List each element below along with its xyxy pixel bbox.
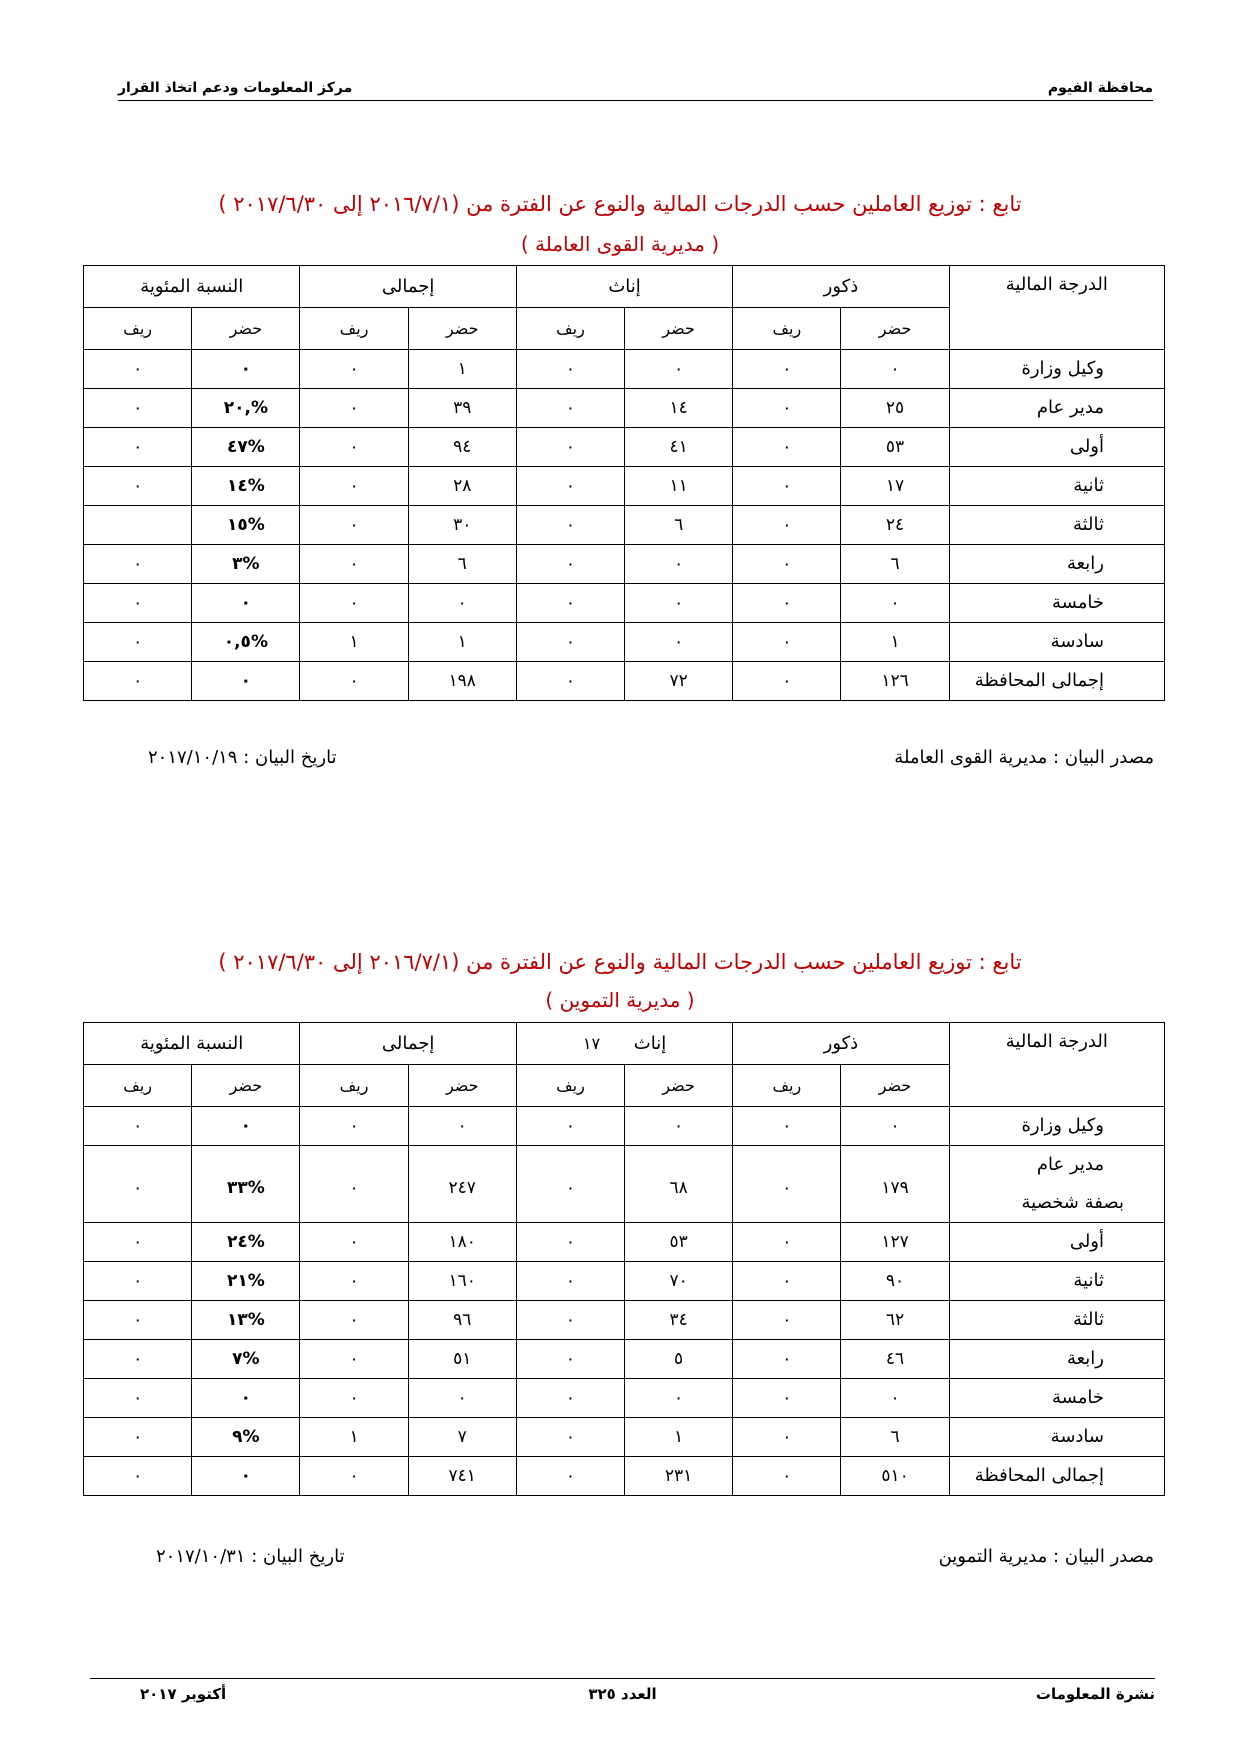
grade-cell [949, 1340, 1164, 1379]
percent-rural-cell: ٠ [84, 1262, 192, 1301]
females-rural-cell: ٠ [516, 1457, 624, 1496]
males-rural-cell: ٠ [733, 1340, 841, 1379]
grade-label: ثانية [1073, 1270, 1104, 1291]
total-rural-cell: ٠ [300, 350, 408, 389]
grade-cell [949, 1418, 1164, 1457]
grade-label: رابعة [1066, 1348, 1104, 1369]
grade-cell [949, 662, 1164, 701]
table-row [84, 584, 1165, 623]
percent-urban-cell: %١٥ [192, 506, 300, 545]
urban-header: حضر [408, 308, 516, 350]
percent-rural-cell: ٠ [84, 428, 192, 467]
total-urban-cell: ٣٠ [408, 506, 516, 545]
percent-urban-cell: ٠ [192, 662, 300, 701]
rural-header: ريف [300, 308, 408, 350]
grade-label: سادسة [1050, 1426, 1104, 1447]
table-row [84, 545, 1165, 584]
bulletin-name: نشرة المعلومات [1035, 1685, 1155, 1703]
total-urban-cell: ١ [408, 623, 516, 662]
females-rural-cell: ٠ [516, 350, 624, 389]
total-rural-cell: ٠ [300, 662, 408, 701]
issue-month: أكتوبر ٢٠١٧ [140, 1685, 227, 1703]
females-urban-cell: ٦٨ [625, 1146, 733, 1223]
percent-urban-cell: %٠,٥ [192, 623, 300, 662]
females-rural-cell: ٠ [516, 545, 624, 584]
females-rural-cell: ٠ [516, 662, 624, 701]
grade-cell [949, 1146, 1164, 1223]
page-footer [90, 1678, 1155, 1701]
males-urban-cell: ٤٦ [841, 1340, 949, 1379]
males-header: ذكور [733, 1023, 949, 1065]
grade-cell [949, 389, 1164, 428]
males-rural-cell: ٠ [733, 1223, 841, 1262]
table1-body [84, 350, 1165, 701]
females-rural-cell: ٠ [516, 1379, 624, 1418]
total-urban-cell: ٢٤٧ [408, 1146, 516, 1223]
total-rural-cell: ٠ [300, 584, 408, 623]
grade-label: إجمالى المحافظة [974, 1465, 1104, 1486]
females-rural-cell: ٠ [516, 1418, 624, 1457]
males-urban-cell: ١٧٩ [841, 1146, 949, 1223]
total-rural-cell: ٠ [300, 1107, 408, 1146]
percent-rural-cell: ٠ [84, 545, 192, 584]
table-row [84, 1223, 1165, 1262]
males-rural-cell: ٠ [733, 350, 841, 389]
females-header [516, 1023, 732, 1065]
total-rural-cell: ٠ [300, 545, 408, 584]
males-rural-cell: ٠ [733, 623, 841, 662]
total-urban-cell: ٣٩ [408, 389, 516, 428]
total-urban-cell: ٦ [408, 545, 516, 584]
males-urban-cell: ٢٤ [841, 506, 949, 545]
percent-rural-cell [84, 506, 192, 545]
table-row [84, 1340, 1165, 1379]
grade-label: ثانية [1073, 475, 1104, 496]
table2 [83, 1022, 1165, 1496]
rural-header: ريف [733, 308, 841, 350]
males-urban-cell: ١٧ [841, 467, 949, 506]
rural-header: ريف [300, 1065, 408, 1107]
table-row [84, 350, 1165, 389]
table-row [84, 1301, 1165, 1340]
females-rural-cell: ٠ [516, 1262, 624, 1301]
total-rural-cell: ٠ [300, 1223, 408, 1262]
grade-cell [949, 1107, 1164, 1146]
grade-label: إجمالى المحافظة [974, 670, 1104, 691]
males-urban-cell: ١٢٧ [841, 1223, 949, 1262]
grade-cell [949, 1262, 1164, 1301]
females-urban-cell: ٣٤ [625, 1301, 733, 1340]
table-row [84, 506, 1165, 545]
grade-cell [949, 1457, 1164, 1496]
table2-title: تابع : توزيع العاملين حسب الدرجات المالية والنوع عن الفترة من (٢٠١٦/٧/١ إلى ٢٠١٧/٦/٣٠ ) [218, 950, 1022, 974]
males-rural-cell: ٠ [733, 428, 841, 467]
urban-header: حضر [841, 1065, 949, 1107]
total-rural-cell: ٠ [300, 1379, 408, 1418]
males-urban-cell: ٢٥ [841, 389, 949, 428]
grade-cell [949, 467, 1164, 506]
rural-header: ريف [84, 308, 192, 350]
rural-header: ريف [516, 1065, 624, 1107]
urban-header: حضر [625, 1065, 733, 1107]
percent-rural-cell: ٠ [84, 1457, 192, 1496]
table1-title: تابع : توزيع العاملين حسب الدرجات المالية والنوع عن الفترة من (٢٠١٦/٧/١ إلى ٢٠١٧/٦/٣٠ ) [218, 192, 1022, 216]
table1-source: مصدر البيان : مديرية القوى العاملة [894, 747, 1154, 768]
percent-header: النسبة المئوية [84, 266, 300, 308]
males-urban-cell: ١ [841, 623, 949, 662]
females-rural-cell: ٠ [516, 584, 624, 623]
grade-label: مدير عام [1036, 397, 1104, 418]
males-rural-cell: ٠ [733, 389, 841, 428]
males-urban-cell: ٩٠ [841, 1262, 949, 1301]
total-rural-cell: ٠ [300, 1262, 408, 1301]
percent-rural-cell: ٠ [84, 389, 192, 428]
percent-rural-cell: ٠ [84, 1340, 192, 1379]
table-row [84, 1379, 1165, 1418]
table2-date: تاريخ البيان : ٢٠١٧/١٠/٣١ [156, 1546, 345, 1567]
females-header: إناث [516, 266, 732, 308]
males-rural-cell: ٠ [733, 545, 841, 584]
total-rural-cell: ٠ [300, 467, 408, 506]
total-rural-cell: ٠ [300, 428, 408, 467]
females-rural-cell: ٠ [516, 506, 624, 545]
females-urban-cell: ٤١ [625, 428, 733, 467]
percent-urban-cell: %٢١ [192, 1262, 300, 1301]
males-rural-cell: ٠ [733, 1301, 841, 1340]
percent-urban-cell: ٠ [192, 584, 300, 623]
females-urban-cell: ٧٢ [625, 662, 733, 701]
females-rural-cell: ٠ [516, 389, 624, 428]
table1-subtitle: ( مديرية القوى العاملة ) [520, 232, 720, 256]
total-urban-cell: ٧٤١ [408, 1457, 516, 1496]
table-row [84, 662, 1165, 701]
table1-date: تاريخ البيان : ٢٠١٧/١٠/١٩ [148, 747, 337, 768]
females-header-label: إناث [633, 1033, 667, 1054]
table-row [84, 1418, 1165, 1457]
males-rural-cell: ٠ [733, 467, 841, 506]
males-rural-cell: ٠ [733, 1418, 841, 1457]
percent-rural-cell: ٠ [84, 1223, 192, 1262]
percent-rural-cell: ٠ [84, 1418, 192, 1457]
percent-rural-cell: ٠ [84, 350, 192, 389]
grade-cell [949, 350, 1164, 389]
total-urban-cell: ١٦٠ [408, 1262, 516, 1301]
grade-cell [949, 623, 1164, 662]
percent-rural-cell: ٠ [84, 1301, 192, 1340]
grade-header: الدرجة المالية [949, 1023, 1164, 1107]
percent-urban-cell: %٤٧ [192, 428, 300, 467]
females-urban-cell: ٢٣١ [625, 1457, 733, 1496]
grade-cell [949, 428, 1164, 467]
percent-header: النسبة المئوية [84, 1023, 300, 1065]
males-urban-cell: ٦ [841, 1418, 949, 1457]
total-urban-cell: ٧ [408, 1418, 516, 1457]
grade-header: الدرجة المالية [949, 266, 1164, 350]
rural-header: ريف [733, 1065, 841, 1107]
percent-urban-cell: %٧ [192, 1340, 300, 1379]
percent-rural-cell: ٠ [84, 1146, 192, 1223]
total-urban-cell: ١ [408, 350, 516, 389]
grade-cell [949, 584, 1164, 623]
urban-header: حضر [625, 308, 733, 350]
grade-cell [949, 1379, 1164, 1418]
grade-label: رابعة [1066, 553, 1104, 574]
males-rural-cell: ٠ [733, 506, 841, 545]
grade-cell [949, 545, 1164, 584]
total-rural-cell: ٠ [300, 389, 408, 428]
table-row [84, 389, 1165, 428]
males-urban-cell: ٠ [841, 584, 949, 623]
total-rural-cell: ٠ [300, 1340, 408, 1379]
grade-cell [949, 1223, 1164, 1262]
grade-cell [949, 1301, 1164, 1340]
grade-label: أولى [1069, 1231, 1104, 1252]
females-rural-cell: ٠ [516, 1301, 624, 1340]
females-header-extra: ١٧ [582, 1034, 601, 1053]
percent-rural-cell: ٠ [84, 1379, 192, 1418]
urban-header: حضر [192, 1065, 300, 1107]
males-rural-cell: ٠ [733, 1107, 841, 1146]
percent-urban-cell: ٠ [192, 1379, 300, 1418]
grade-label: وكيل وزارة [1021, 1115, 1104, 1136]
percent-urban-cell: %,٢٠ [192, 389, 300, 428]
total-urban-cell: ١٨٠ [408, 1223, 516, 1262]
females-urban-cell: ٥ [625, 1340, 733, 1379]
females-urban-cell: ٠ [625, 623, 733, 662]
grade-label: خامسة [1052, 1387, 1104, 1408]
table-row [84, 1146, 1165, 1223]
females-urban-cell: ٠ [625, 1379, 733, 1418]
females-rural-cell: ٠ [516, 1340, 624, 1379]
percent-rural-cell: ٠ [84, 623, 192, 662]
total-urban-cell: ٠ [408, 1107, 516, 1146]
males-rural-cell: ٠ [733, 1379, 841, 1418]
females-urban-cell: ٠ [625, 545, 733, 584]
females-urban-cell: ٠ [625, 350, 733, 389]
females-rural-cell: ٠ [516, 623, 624, 662]
total-rural-cell: ١ [300, 623, 408, 662]
rural-header: ريف [84, 1065, 192, 1107]
total-urban-cell: ٠ [408, 584, 516, 623]
males-urban-cell: ١٢٦ [841, 662, 949, 701]
total-urban-cell: ٩٤ [408, 428, 516, 467]
females-urban-cell: ٦ [625, 506, 733, 545]
urban-header: حضر [192, 308, 300, 350]
total-urban-cell: ٥١ [408, 1340, 516, 1379]
males-header: ذكور [733, 266, 949, 308]
urban-header: حضر [841, 308, 949, 350]
females-urban-cell: ١١ [625, 467, 733, 506]
table2-body [84, 1107, 1165, 1496]
females-urban-cell: ١٤ [625, 389, 733, 428]
males-urban-cell: ٠ [841, 1107, 949, 1146]
percent-urban-cell: ٠ [192, 1457, 300, 1496]
grade-label: أولى [1069, 436, 1104, 457]
percent-urban-cell: %٣ [192, 545, 300, 584]
grade-label: وكيل وزارة [1021, 358, 1104, 379]
females-rural-cell: ٠ [516, 467, 624, 506]
total-urban-cell: ٠ [408, 1379, 516, 1418]
males-rural-cell: ٠ [733, 584, 841, 623]
total-rural-cell: ١ [300, 1418, 408, 1457]
females-urban-cell: ٥٣ [625, 1223, 733, 1262]
table-row [84, 1107, 1165, 1146]
percent-urban-cell: ٠ [192, 1107, 300, 1146]
table1 [83, 265, 1165, 701]
females-urban-cell: ٠ [625, 1107, 733, 1146]
males-rural-cell: ٠ [733, 1146, 841, 1223]
total-urban-cell: ١٩٨ [408, 662, 516, 701]
grade-label-line2: بصفة شخصية [1021, 1192, 1124, 1213]
total-rural-cell: ٠ [300, 1301, 408, 1340]
total-header: إجمالى [300, 266, 516, 308]
males-urban-cell: ٠ [841, 1379, 949, 1418]
percent-urban-cell: %٣٣ [192, 1146, 300, 1223]
total-urban-cell: ٢٨ [408, 467, 516, 506]
page-header [118, 80, 1153, 101]
males-urban-cell: ٠ [841, 350, 949, 389]
females-rural-cell: ٠ [516, 1223, 624, 1262]
females-rural-cell: ٠ [516, 1146, 624, 1223]
percent-urban-cell: %١٣ [192, 1301, 300, 1340]
table-row [84, 428, 1165, 467]
table-row [84, 1262, 1165, 1301]
males-urban-cell: ٥١٠ [841, 1457, 949, 1496]
grade-label: ثالثة [1072, 514, 1104, 535]
males-urban-cell: ٦ [841, 545, 949, 584]
percent-urban-cell: %٩ [192, 1418, 300, 1457]
percent-rural-cell: ٠ [84, 467, 192, 506]
males-rural-cell: ٠ [733, 1262, 841, 1301]
males-rural-cell: ٠ [733, 1457, 841, 1496]
grade-label: سادسة [1050, 631, 1104, 652]
table-row [84, 1457, 1165, 1496]
total-header: إجمالى [300, 1023, 516, 1065]
total-rural-cell: ٠ [300, 1457, 408, 1496]
grade-label: خامسة [1052, 592, 1104, 613]
males-urban-cell: ٦٢ [841, 1301, 949, 1340]
females-urban-cell: ٠ [625, 584, 733, 623]
total-rural-cell: ٠ [300, 1146, 408, 1223]
percent-rural-cell: ٠ [84, 1107, 192, 1146]
issue-number: العدد ٣٢٥ [588, 1685, 657, 1703]
urban-header: حضر [408, 1065, 516, 1107]
total-rural-cell: ٠ [300, 506, 408, 545]
table-row [84, 467, 1165, 506]
females-rural-cell: ٠ [516, 428, 624, 467]
table-row [84, 623, 1165, 662]
females-urban-cell: ١ [625, 1418, 733, 1457]
percent-urban-cell: %٢٤ [192, 1223, 300, 1262]
table2-subtitle: ( مديرية التموين ) [545, 988, 695, 1012]
males-urban-cell: ٥٣ [841, 428, 949, 467]
females-urban-cell: ٧٠ [625, 1262, 733, 1301]
percent-rural-cell: ٠ [84, 662, 192, 701]
grade-label: ثالثة [1072, 1309, 1104, 1330]
grade-cell [949, 506, 1164, 545]
info-center-name: مركز المعلومات ودعم اتخاذ القرار [118, 80, 353, 96]
total-urban-cell: ٩٦ [408, 1301, 516, 1340]
percent-urban-cell: %١٤ [192, 467, 300, 506]
females-rural-cell: ٠ [516, 1107, 624, 1146]
males-rural-cell: ٠ [733, 662, 841, 701]
grade-label: مدير عام [1036, 1154, 1104, 1175]
rural-header: ريف [516, 308, 624, 350]
governorate-name: محافظة الفيوم [1047, 80, 1153, 96]
percent-urban-cell: ٠ [192, 350, 300, 389]
table2-source: مصدر البيان : مديرية التموين [938, 1546, 1154, 1567]
percent-rural-cell: ٠ [84, 584, 192, 623]
